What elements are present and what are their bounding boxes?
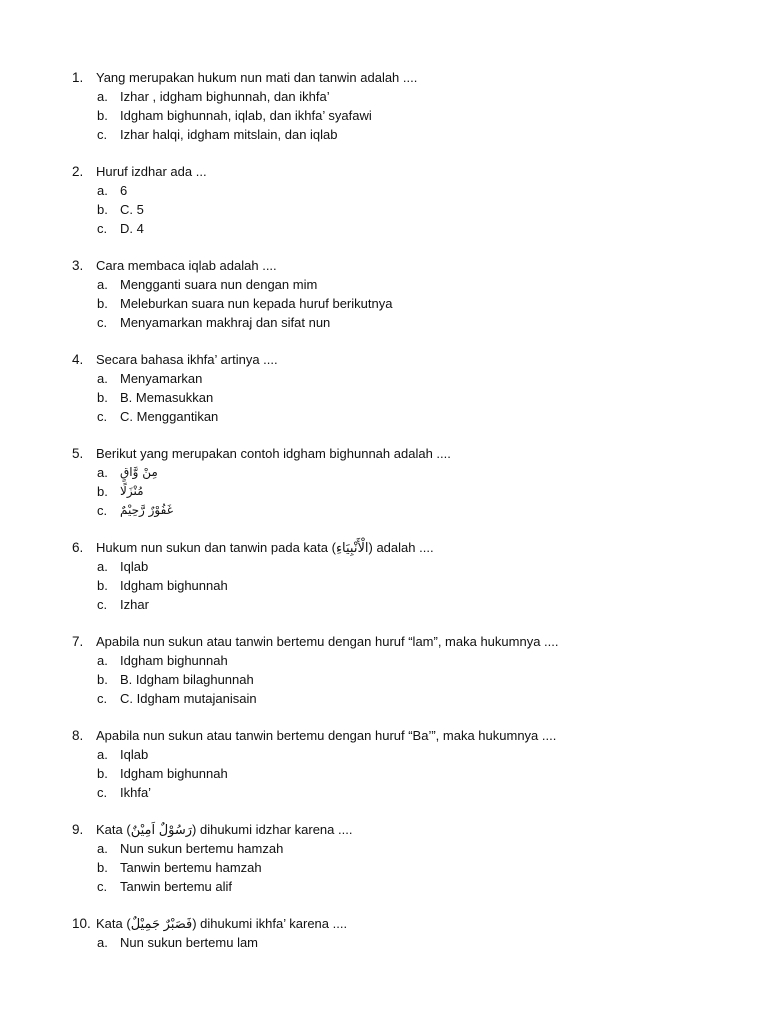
option-b	[72, 200, 722, 219]
option-letter: c.	[97, 785, 108, 800]
question-5	[72, 444, 722, 520]
option-a	[72, 275, 722, 294]
option-a	[72, 463, 722, 482]
option-letter: c.	[97, 597, 108, 612]
question-3	[72, 256, 722, 332]
option-letter: b.	[97, 296, 108, 311]
option-text: C. Idgham mutajanisain	[120, 691, 257, 706]
option-letter: b.	[97, 578, 108, 593]
option-text: Iqlab	[120, 747, 149, 762]
question-text: Apabila nun sukun atau tanwin bertemu dengan huruf “lam”, maka hukumnya ....	[96, 634, 559, 649]
option-a	[72, 933, 722, 952]
question-1	[72, 68, 722, 144]
option-letter: b.	[97, 390, 108, 405]
option-letter: b.	[97, 484, 108, 499]
question-number: 8.	[72, 728, 84, 743]
question-number: 10.	[72, 916, 91, 931]
option-text: C. 5	[120, 202, 144, 217]
option-text: Iqlab	[120, 559, 149, 574]
question-number: 1.	[72, 70, 84, 85]
option-letter: a.	[97, 371, 108, 386]
option-a	[72, 181, 722, 200]
option-c	[72, 407, 722, 426]
option-c	[72, 501, 722, 520]
option-c	[72, 595, 722, 614]
option-text: Ikhfa’	[120, 785, 152, 800]
question-9	[72, 820, 722, 896]
option-text: B. Memasukkan	[120, 390, 214, 405]
option-letter: b.	[97, 766, 108, 781]
option-letter: c.	[97, 691, 108, 706]
option-letter: b.	[97, 108, 108, 123]
option-text: Nun sukun bertemu lam	[120, 935, 259, 950]
option-letter: c.	[97, 221, 108, 236]
option-arabic-text: مِنْ وَّاقٍ	[120, 465, 158, 479]
option-arabic-text: غَفُوْرٌ رَّحِيْمٌ	[120, 503, 173, 517]
question-text: Kata (رَسُوْلٌ اَمِيْنٌ) dihukumi idzhar karena ....	[96, 822, 353, 837]
option-b	[72, 576, 722, 595]
option-text: Menyamarkan makhraj dan sifat nun	[120, 315, 331, 330]
option-letter: a.	[97, 841, 108, 856]
option-b	[72, 106, 722, 125]
option-letter: b.	[97, 860, 108, 875]
option-text: Idgham bighunnah	[120, 578, 228, 593]
option-b	[72, 294, 722, 313]
option-letter: c.	[97, 879, 108, 894]
option-a	[72, 87, 722, 106]
option-a	[72, 369, 722, 388]
question-number: 9.	[72, 822, 84, 837]
question-10	[72, 914, 722, 952]
question-text: Cara membaca iqlab adalah ....	[96, 258, 277, 273]
option-b	[72, 670, 722, 689]
option-c	[72, 689, 722, 708]
option-letter: a.	[97, 935, 108, 950]
option-letter: c.	[97, 409, 108, 424]
option-text: Menyamarkan	[120, 371, 203, 386]
option-letter: c.	[97, 315, 108, 330]
question-4	[72, 350, 722, 426]
question-number: 4.	[72, 352, 84, 367]
option-text: Idgham bighunnah, iqlab, dan ikhfa’ syafawi	[120, 108, 372, 123]
option-text: 6	[120, 183, 128, 198]
option-text: Izhar	[120, 597, 149, 612]
option-arabic-text: مُنْزَلًا	[120, 484, 144, 498]
question-text: Berikut yang merupakan contoh idgham bighunnah adalah ....	[96, 446, 451, 461]
option-letter: a.	[97, 747, 108, 762]
question-text: Kata (فَصَبْرٌ جَمِيْلٌ) dihukumi ikhfa’ karena ....	[96, 916, 348, 931]
option-text: C. Menggantikan	[120, 409, 219, 424]
option-b	[72, 764, 722, 783]
question-text: Yang merupakan hukum nun mati dan tanwin adalah ....	[96, 70, 418, 85]
option-c	[72, 219, 722, 238]
option-c	[72, 313, 722, 332]
option-b	[72, 388, 722, 407]
option-text: D. 4	[120, 221, 144, 236]
option-b	[72, 858, 722, 877]
option-c	[72, 877, 722, 896]
option-text: Idgham bighunnah	[120, 653, 228, 668]
option-a	[72, 651, 722, 670]
option-text: B. Idgham bilaghunnah	[120, 672, 254, 687]
option-text: Nun sukun bertemu hamzah	[120, 841, 284, 856]
option-a	[72, 839, 722, 858]
option-c	[72, 125, 722, 144]
question-7	[72, 632, 722, 708]
question-number: 7.	[72, 634, 84, 649]
question-number: 6.	[72, 540, 84, 555]
option-c	[72, 783, 722, 802]
option-letter: b.	[97, 672, 108, 687]
question-6	[72, 538, 722, 614]
question-8	[72, 726, 722, 802]
question-text: Huruf izdhar ada ...	[96, 164, 207, 179]
option-letter: a.	[97, 653, 108, 668]
option-b	[72, 482, 722, 501]
option-text: Tanwin bertemu hamzah	[120, 860, 262, 875]
question-number: 3.	[72, 258, 84, 273]
question-text: Secara bahasa ikhfa’ artinya ....	[96, 352, 278, 367]
question-number: 5.	[72, 446, 84, 461]
option-letter: c.	[97, 503, 108, 518]
option-a	[72, 557, 722, 576]
option-text: Mengganti suara nun dengan mim	[120, 277, 318, 292]
option-letter: a.	[97, 183, 108, 198]
option-letter: a.	[97, 89, 108, 104]
option-a	[72, 745, 722, 764]
option-text: Meleburkan suara nun kepada huruf berikutnya	[120, 296, 393, 311]
option-text: Izhar halqi, idgham mitslain, dan iqlab	[120, 127, 338, 142]
option-letter: a.	[97, 559, 108, 574]
option-text: Izhar , idgham bighunnah, dan ikhfa’	[120, 89, 330, 104]
option-text: Tanwin bertemu alif	[120, 879, 232, 894]
option-letter: b.	[97, 202, 108, 217]
option-letter: a.	[97, 465, 108, 480]
question-2	[72, 162, 722, 238]
question-text: Apabila nun sukun atau tanwin bertemu dengan huruf “Ba’”, maka hukumnya ....	[96, 728, 557, 743]
question-number: 2.	[72, 164, 84, 179]
option-text: Idgham bighunnah	[120, 766, 228, 781]
option-letter: a.	[97, 277, 108, 292]
option-letter: c.	[97, 127, 108, 142]
question-text: Hukum nun sukun dan tanwin pada kata (الْأَنْبِيَاءِ) adalah ....	[96, 540, 434, 555]
